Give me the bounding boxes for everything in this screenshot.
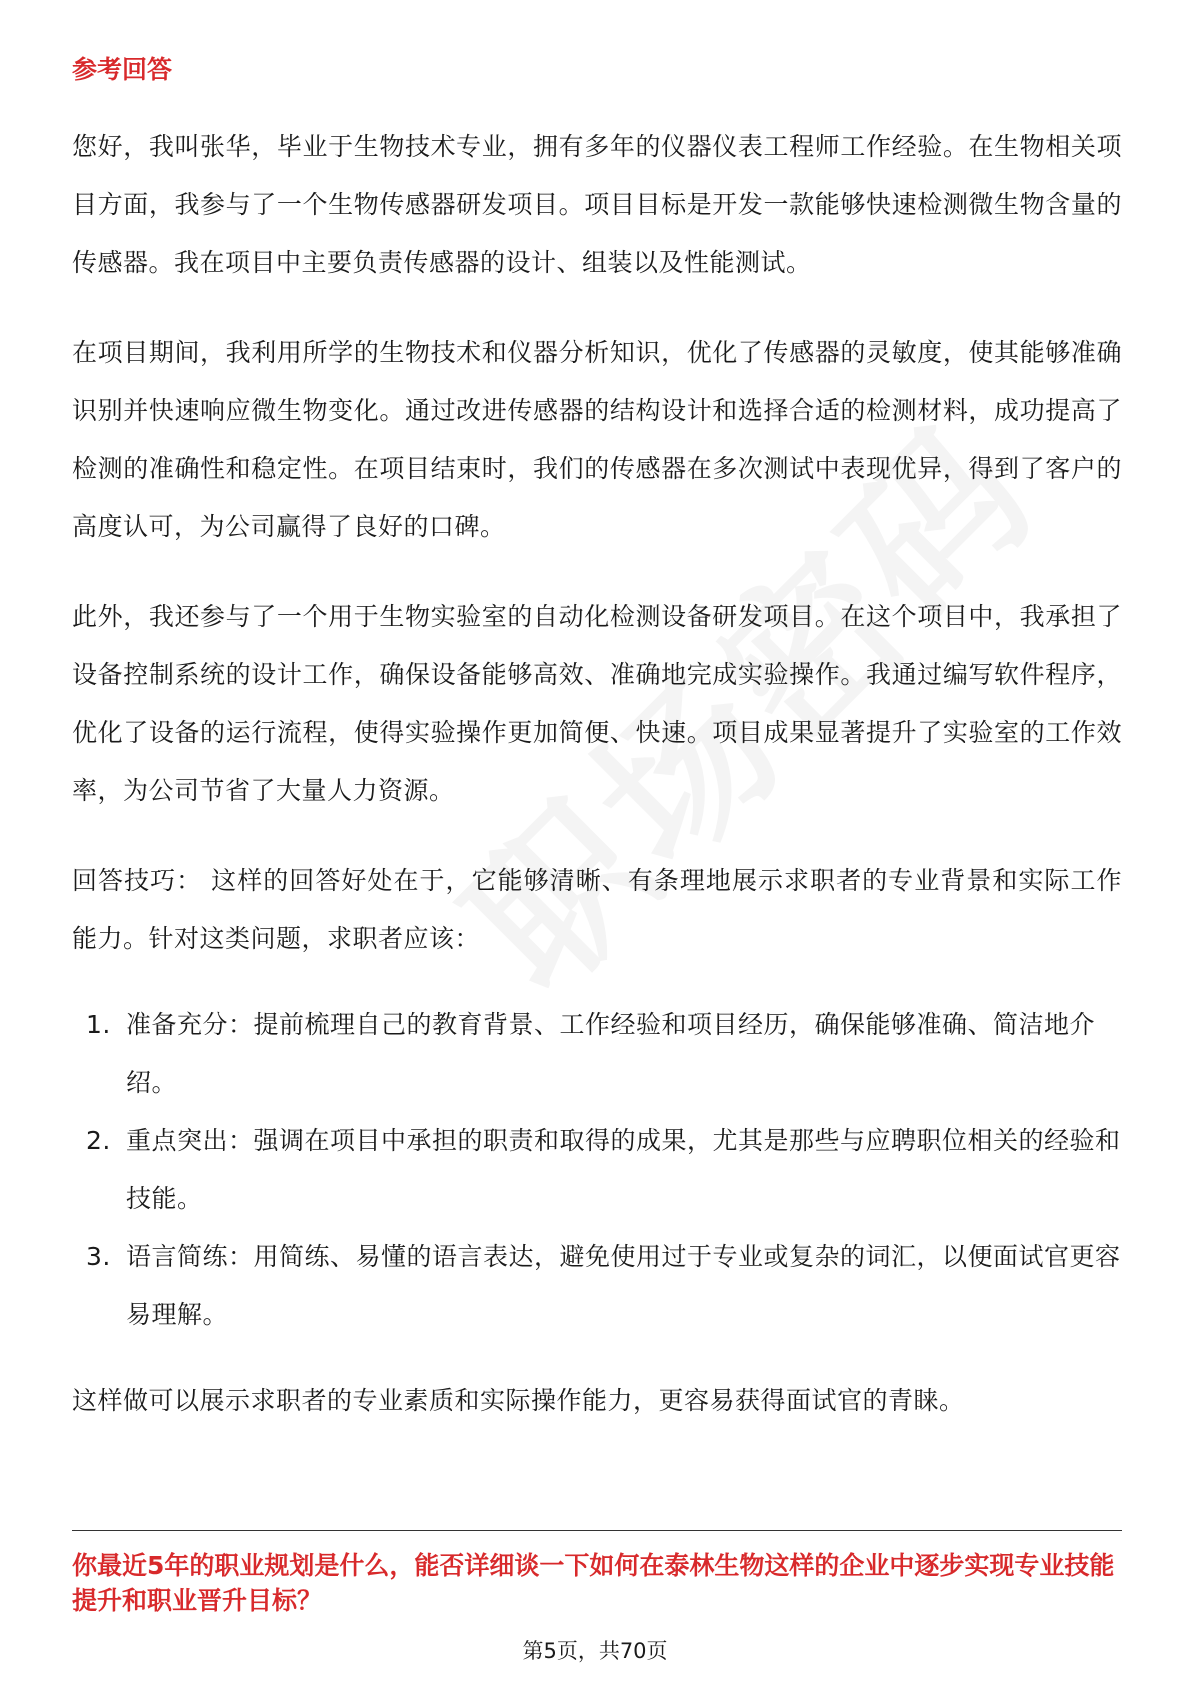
- answer-paragraph-2: 在项目期间，我利用所学的生物技术和仪器分析知识，优化了传感器的灵敏度，使其能够准确识别并快速响应微生物变化。通过改进传感器的结构设计和选择合适的检测材料，成功提高了检测的准确性和稳定性。在项目结束时，我们的传感器在多次测试中表现优异，得到了客户的高度认可，为公司赢得了良好的口碑。: [72, 338, 1122, 541]
- tip-number: 3.: [86, 1242, 111, 1271]
- tip-text: 语言简练：用简练、易懂的语言表达，避免使用过于专业或复杂的词汇，以便面试官更容易理解。: [126, 1242, 1121, 1329]
- tips-intro: 回答技巧： 这样的回答好处在于，它能够清晰、有条理地展示求职者的专业背景和实际工作能力。针对这类问题，求职者应该：: [72, 866, 1122, 953]
- answer-content: [72, 118, 1122, 1462]
- page-footer: 第5页，共70页: [522, 1639, 668, 1663]
- section-title: 参考回答: [72, 55, 173, 84]
- tip-item: [72, 1228, 1122, 1344]
- tip-item: [72, 996, 1122, 1112]
- section-divider: [72, 1530, 1122, 1531]
- tip-text: 重点突出：强调在项目中承担的职责和取得的成果，尤其是那些与应聘职位相关的经验和技能。: [126, 1126, 1121, 1213]
- answer-paragraph-1: 您好，我叫张华，毕业于生物技术专业，拥有多年的仪器仪表工程师工作经验。在生物相关项目方面，我参与了一个生物传感器研发项目。项目目标是开发一款能够快速检测微生物含量的传感器。我在项目中主要负责传感器的设计、组装以及性能测试。: [72, 132, 1122, 277]
- next-question-heading: 你最近5年的职业规划是什么，能否详细谈一下如何在泰林生物这样的企业中逐步实现专业技能提升和职业晋升目标？: [72, 1551, 1115, 1615]
- tip-text: 准备充分：提前梳理自己的教育背景、工作经验和项目经历，确保能够准确、简洁地介绍。: [126, 1010, 1096, 1097]
- tips-list: [72, 996, 1122, 1344]
- tip-number: 2.: [86, 1126, 111, 1155]
- tip-item: [72, 1112, 1122, 1228]
- answer-paragraph-3: 此外，我还参与了一个用于生物实验室的自动化检测设备研发项目。在这个项目中，我承担了设备控制系统的设计工作，确保设备能够高效、准确地完成实验操作。我通过编写软件程序，优化了设备的运行流程，使得实验操作更加简便、快速。项目成果显著提升了实验室的工作效率，为公司节省了大量人力资源。: [72, 602, 1122, 805]
- tip-number: 1.: [86, 1010, 111, 1039]
- conclusion-paragraph: 这样做可以展示求职者的专业素质和实际操作能力，更容易获得面试官的青睐。: [72, 1386, 965, 1415]
